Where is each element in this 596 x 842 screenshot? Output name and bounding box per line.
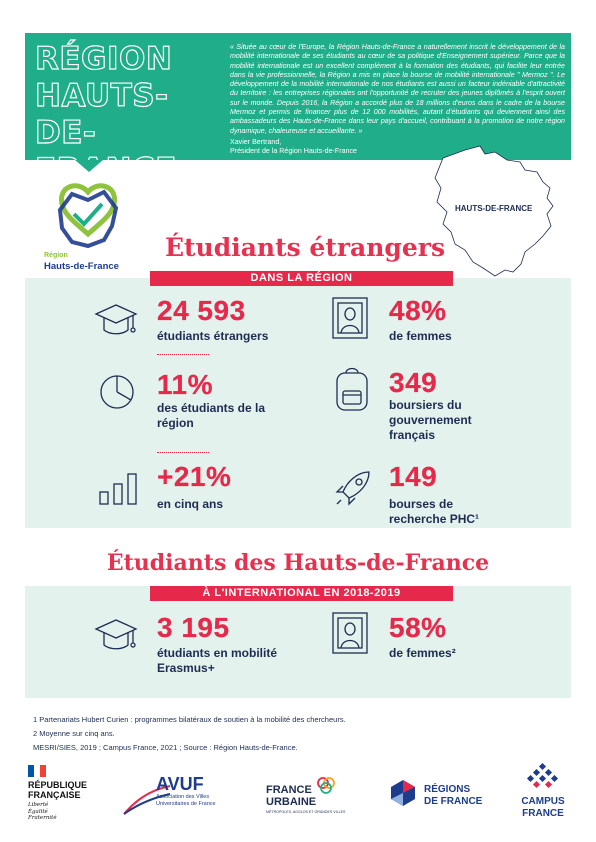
logo-subtext: Association des Villes <box>156 794 210 800</box>
motto-text: Égalité <box>28 808 48 815</box>
logo-text-region: Région <box>44 252 68 259</box>
campus-france-logo <box>515 762 571 824</box>
footnote-1: 1 Partenariats Hubert Curien : programmes bilatéraux de soutien à la mobilité des chercheurs. <box>33 715 346 724</box>
stat-label: en cinq ans <box>157 497 224 511</box>
logo-text: FRANÇAISE <box>28 790 81 800</box>
stat-value: 349 <box>389 367 438 398</box>
regions-de-france-logo <box>388 778 483 818</box>
stat-value: 11% <box>157 369 213 400</box>
stat-value: 149 <box>389 461 438 492</box>
logo-text: DE FRANCE <box>424 796 483 807</box>
section1-banner: DANS LA RÉGION <box>150 271 453 286</box>
stat-divider <box>157 354 209 355</box>
section2-title: Étudiants des Hauts-de-France <box>106 550 490 576</box>
logo-text: RÉGIONS <box>424 784 471 795</box>
header-notch <box>75 160 103 172</box>
logo-text: URBAINE <box>266 796 317 808</box>
author-role: Président de la Région Hauts-de-France <box>230 147 357 156</box>
motto-text: Fraternité <box>28 815 57 821</box>
section2-banner: À L'INTERNATIONAL EN 2018-2019 <box>150 586 453 601</box>
pie-chart-icon <box>97 372 137 412</box>
marianne-flag-icon <box>28 765 46 777</box>
stat-label: boursiers du gouvernement français <box>389 398 472 442</box>
map-label: HAUTS-DE-FRANCE <box>455 204 533 213</box>
logo-subtext: Universitaires de France <box>156 801 216 807</box>
stat-label: de femmes² <box>389 646 456 660</box>
rocket-icon <box>333 468 373 508</box>
section1-title: Étudiants étrangers <box>164 233 446 262</box>
france-urbaine-knot-icon <box>316 776 336 796</box>
region-title-line: RÉGION <box>35 41 173 77</box>
logo-text-name: Hauts-de-France <box>44 261 119 272</box>
footnote-2: 2 Moyenne sur cinq ans. <box>33 729 115 738</box>
stat-divider <box>157 452 209 453</box>
region-map-icon <box>425 140 565 290</box>
stat-label: de femmes <box>389 329 452 343</box>
republique-francaise-logo <box>28 765 108 825</box>
backpack-icon <box>333 365 371 413</box>
quote-text: « Située au cœur de l'Europe, la Région Hauts-de-France a naturellement inscrit le développement de la mobilité internationale de ses étudiants au cœur de sa politique d'Enseignement supérieur. Parce que la mobilité internationale est un excellent complément à la formation des étudiants, qui facilite leur entrée dans la vie professionnelle, la Région a mis en place la bourse de mobilité internationale " Mermoz ". Le développement de la mobilité internationale de nos étudiants est aussi un facteur indéniable d'attractivité du territoire : les entreprises régionales ont l'opportunité de recruter des jeunes diplômés à l'esprit ouvert sur le monde. Depuis 2016, la Région a accordé plus de 18 millions d'euros dans le cadre de la bourse Mermoz et permis de financer plus de 12 000 mobilités, autant d'étudiants qui deviennent ainsi des ambassadeurs des Hauts-de-France dans leur pays d'accueil, contribuant à la promotion de notre région dynamique, chaleureuse et accueillante. » <box>230 43 565 135</box>
sources-note: MESRI/SIES, 2019 ; Campus France, 2021 ; Source : Région Hauts-de-France. <box>33 743 298 752</box>
region-title-line: FRANCE <box>35 152 177 188</box>
logo-text: CAMPUS <box>521 796 565 807</box>
graduation-cap-icon <box>93 615 139 655</box>
stat-label: étudiants en mobilité Erasmus+ <box>157 646 278 675</box>
stat-value: 3 195 <box>157 612 230 643</box>
region-title-line: HAUTS-DE- <box>35 78 169 151</box>
logo-text: FRANCE <box>266 784 312 796</box>
logo-text: AVUF <box>156 774 204 794</box>
logo-text: FRANCE <box>522 808 564 819</box>
stat-value: +21% <box>157 461 232 492</box>
stat-label: étudiants étrangers <box>157 329 269 343</box>
portrait-frame-icon <box>330 610 370 656</box>
author-name: Xavier Bertrand, <box>230 137 282 146</box>
campus-france-dots-icon <box>521 762 565 792</box>
avuf-logo <box>122 770 232 820</box>
logo-subtext: MÉTROPOLES, AGGLOS ET GRANDES VILLES <box>266 810 346 814</box>
stat-value: 24 593 <box>157 295 246 326</box>
motto-text: Liberté <box>28 802 49 808</box>
france-urbaine-logo <box>266 780 356 820</box>
growth-bars-icon <box>97 470 141 506</box>
stat-label: des étudiants de la région <box>157 401 266 430</box>
region-title <box>35 41 225 189</box>
logo-text: RÉPUBLIQUE <box>28 780 88 790</box>
regions-hexagon-icon <box>388 778 418 808</box>
graduation-cap-icon <box>93 300 139 340</box>
stat-label: bourses de recherche PHC¹ <box>389 497 480 526</box>
stat-value: 48% <box>389 295 447 326</box>
portrait-frame-icon <box>330 295 370 341</box>
stat-value: 58% <box>389 612 447 643</box>
